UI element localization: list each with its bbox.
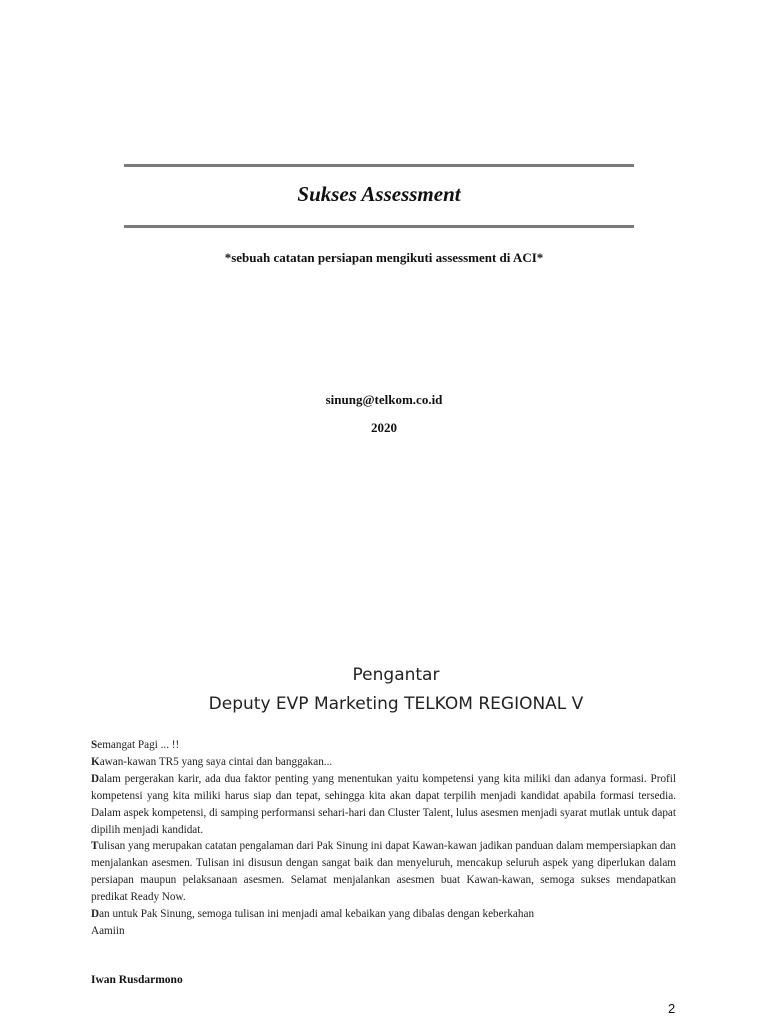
paragraph bbox=[91, 838, 676, 906]
paragraph bbox=[91, 771, 676, 839]
document-title: Sukses Assessment bbox=[297, 182, 461, 206]
signer-name: Iwan Rusdarmono bbox=[91, 974, 183, 986]
paragraph-text: emangat Pagi ... !! bbox=[97, 739, 180, 751]
foreword-body bbox=[91, 737, 676, 940]
paragraph bbox=[91, 737, 676, 754]
paragraph bbox=[91, 906, 676, 923]
drop-initial: K bbox=[91, 755, 100, 768]
publication-year: 2020 bbox=[371, 420, 397, 435]
document-subtitle: *sebuah catatan persiapan mengikuti assessment di ACI* bbox=[224, 250, 544, 265]
foreword-author-title: Deputy EVP Marketing TELKOM REGIONAL V bbox=[208, 694, 584, 714]
top-rule bbox=[124, 164, 634, 167]
author-email: sinung@telkom.co.id bbox=[325, 392, 443, 407]
drop-initial: D bbox=[91, 772, 100, 785]
paragraph-text: alam pergerakan karir, ada dua faktor penting yang menentukan yaitu kompetensi yang kita miliki dan adanya formasi. Profil kompetensi yang kita miliki harus siap dan tepat, sehingga kita akan dapat terpilih menjadi kandidat apabila formasi tersedia. Dalam aspek kompetensi, di samping performansi sehari-hari dan Cluster Talent, lulus asesmen menjadi syarat mutlak untuk dapat dipilih menjadi kandidat. bbox=[91, 772, 676, 836]
paragraph-text: awan-kawan TR5 yang saya cintai dan banggakan... bbox=[99, 755, 333, 768]
drop-initial: D bbox=[91, 908, 100, 921]
drop-initial: T bbox=[91, 840, 99, 853]
paragraph-text: an untuk Pak Sinung, semoga tulisan ini menjadi amal kebaikan yang dibalas dengan keberkahan bbox=[99, 908, 535, 921]
foreword-heading: Pengantar bbox=[352, 665, 440, 685]
paragraph-text: ulisan yang merupakan catatan pengalaman dari Pak Sinung ini dapat Kawan-kawan jadikan panduan dalam mempersiapkan dan menjalankan asesmen. Tulisan ini disusun dengan sangat baik dan menyeluruh, mencakup seluruh aspek yang diperlukan dalam persiapan maupun pelaksanaan asesmen. Selamat menjalankan asesmen buat Kawan-kawan, semoga sukses mendapatkan predikat Ready Now. bbox=[91, 840, 676, 904]
paragraph bbox=[91, 923, 676, 940]
paragraph-text: Aamiin bbox=[91, 924, 125, 937]
paragraph bbox=[91, 754, 676, 771]
bottom-rule bbox=[124, 225, 634, 228]
page-number: 2 bbox=[668, 1001, 676, 1016]
drop-initial: S bbox=[91, 739, 98, 751]
